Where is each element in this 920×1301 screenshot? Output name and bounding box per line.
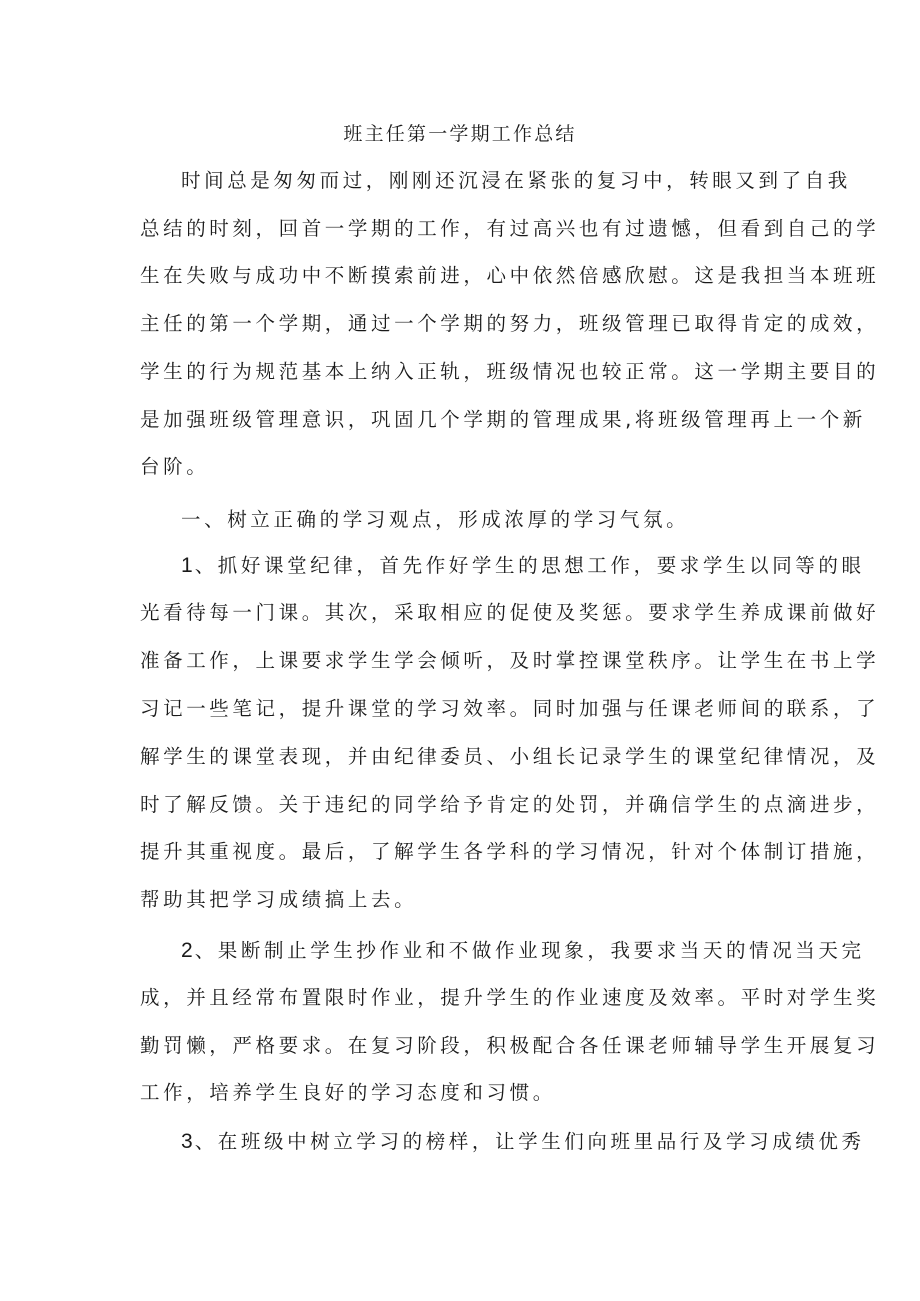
intro-line-2: 总结的时刻，回首一学期的工作，有过高兴也有过遗憾，但看到自己的学 — [140, 217, 880, 240]
item-1-number: 1 — [181, 554, 193, 577]
item-1-line-1 — [181, 552, 865, 580]
document-title: 班主任第一学期工作总结 — [343, 123, 577, 145]
intro-line-5: 学生的行为规范基本上纳入正轨，班级情况也较正常。这一学期主要目的 — [140, 360, 880, 383]
item-1-line-1-text: 、抓好课堂纪律，首先作好学生的思想工作，要求学生以同等的眼 — [194, 554, 865, 577]
item-3-line-1 — [181, 1128, 865, 1156]
item-1-line-4: 习记一些笔记，提升课堂的学习效率。同时加强与任课老师间的联系，了 — [140, 697, 880, 720]
item-2-line-1-text: 、果断制止学生抄作业和不做作业现象，我要求当天的情况当天完 — [194, 939, 865, 962]
item-1-line-3: 准备工作，上课要求学生学会倾听，及时掌控课堂秩序。让学生在书上学 — [140, 649, 880, 672]
item-3-number: 3 — [181, 1130, 193, 1153]
item-2-line-2: 成，并且经常布置限时作业，提升学生的作业速度及效率。平时对学生奖 — [140, 986, 880, 1009]
item-2-number: 2 — [181, 939, 193, 962]
item-1-line-6: 时了解反馈。关于违纪的同学给予肯定的处罚，并确信学生的点滴进步， — [140, 793, 880, 816]
item-1-line-5: 解学生的课堂表现，并由纪律委员、小组长记录学生的课堂纪律情况，及 — [140, 745, 880, 768]
item-1-line-8: 帮助其把学习成绩搞上去。 — [140, 888, 418, 911]
item-3-line-1-text: 、在班级中树立学习的榜样，让学生们向班里品行及学习成绩优秀 — [194, 1130, 865, 1153]
intro-line-3: 生在失败与成功中不断摸索前进，心中依然倍感欣慰。这是我担当本班班 — [140, 264, 880, 287]
item-2-line-3: 勤罚懒，严格要求。在复习阶段，积极配合各任课老师辅导学生开展复习 — [140, 1034, 880, 1057]
intro-line-4: 主任的第一个学期，通过一个学期的努力，班级管理已取得肯定的成效， — [140, 312, 880, 335]
item-1-line-2: 光看待每一门课。其次，采取相应的促使及奖惩。要求学生养成课前做好 — [140, 601, 880, 624]
item-1-line-7: 提升其重视度。最后，了解学生各学科的学习情况，针对个体制订措施， — [140, 840, 880, 863]
intro-line-7: 台阶。 — [140, 455, 210, 478]
intro-line-6: 是加强班级管理意识，巩固几个学期的管理成果,将班级管理再上一个新 — [140, 408, 866, 431]
item-2-line-4: 工作，培养学生良好的学习态度和习惯。 — [140, 1081, 556, 1104]
section-1-heading: 一、树立正确的学习观点，形成浓厚的学习气氛。 — [181, 508, 690, 531]
intro-line-1: 时间总是匆匆而过，刚刚还沉浸在紧张的复习中，转眼又到了自我 — [181, 169, 851, 192]
item-2-line-1 — [181, 937, 865, 965]
